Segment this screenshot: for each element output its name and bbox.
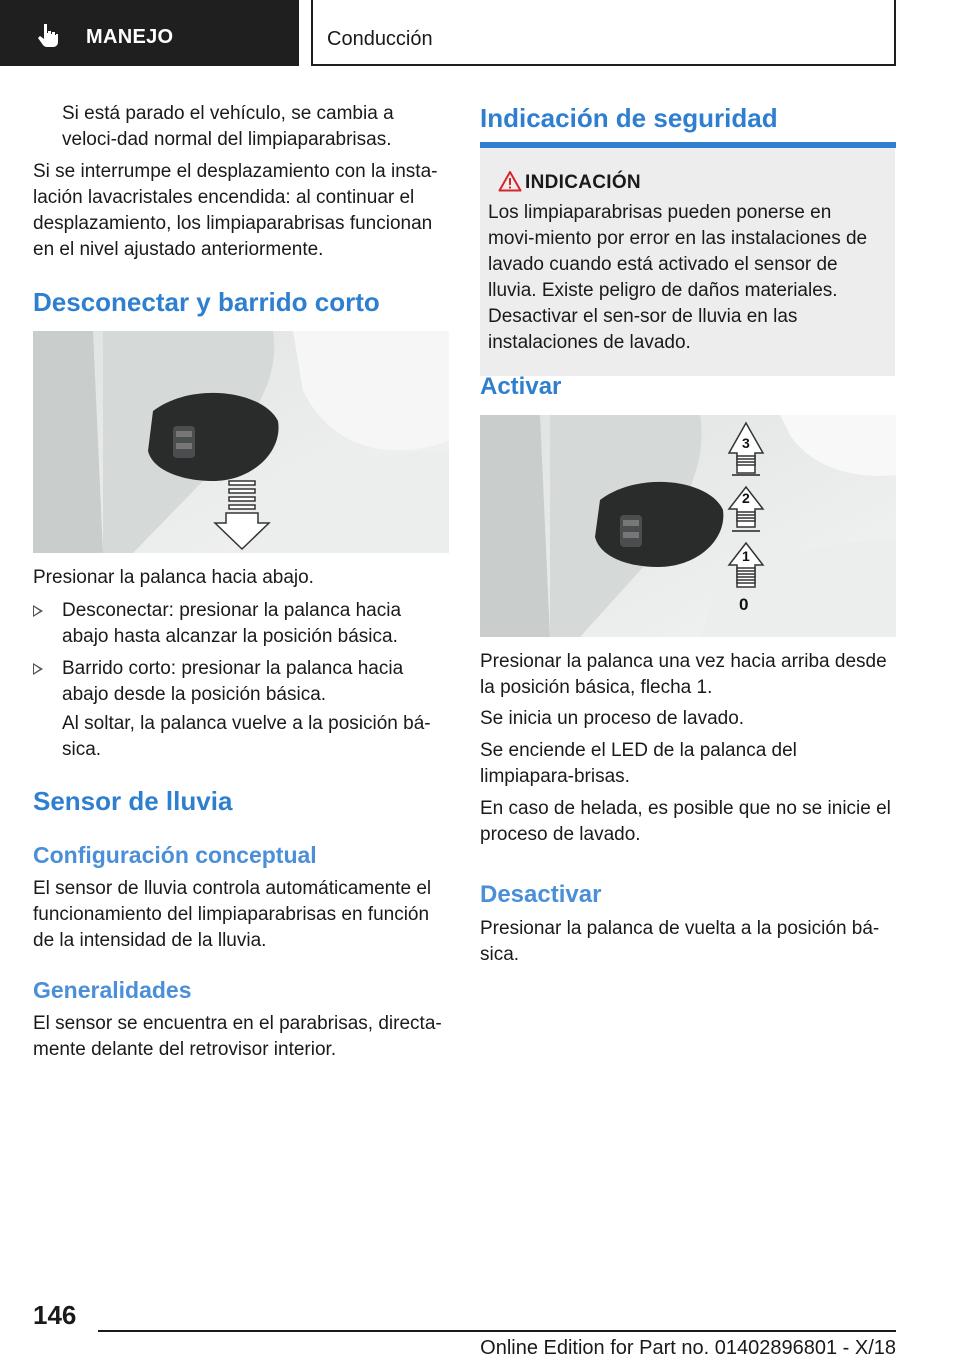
section-label: MANEJO — [86, 26, 174, 48]
intro-indent-paragraph: Si está parado el vehículo, se cambia a veloci-dad normal del limpiaparabrisas. — [62, 103, 394, 150]
heading-activar: Activar — [480, 373, 562, 400]
heading-config: Configuración conceptual — [33, 842, 317, 868]
activar-paragraph-4: En caso de helada, es posible que no se inicie el proceso de lavado. — [480, 798, 891, 845]
intro-paragraph: Si se interrumpe el desplazamiento con la insta-lación lavacristales encendida: al continuar el desplazamiento, los limpiaparabrisas funcionan en el nivel ajustado anteriormente. — [33, 161, 438, 260]
triangle-bullet-icon — [33, 663, 43, 675]
activar-paragraph-1: Presionar la palanca una vez hacia arriba desde la posición básica, flecha 1. — [480, 651, 887, 698]
activar-paragraph-3: Se enciende el LED de la palanca del limpiapara-brisas. — [480, 740, 797, 787]
chapter-box — [311, 0, 896, 66]
config-paragraph: El sensor de lluvia controla automáticamente el funcionamiento del limpiaparabrisas en función de la intensidad de la lluvia. — [33, 878, 432, 951]
lever-up-image — [480, 415, 896, 637]
bullet-note: Al soltar, la palanca vuelve a la posición bá-sica. — [62, 713, 431, 760]
general-paragraph: El sensor se encuentra en el parabrisas, directa-mente delante del retrovisor interior. — [33, 1013, 442, 1060]
heading-indicacion: Indicación de seguridad — [480, 103, 778, 133]
lever-down-image — [33, 331, 449, 553]
section-tab — [0, 0, 299, 66]
warning-triangle-icon — [498, 170, 522, 192]
heading-desactivar: Desactivar — [480, 881, 602, 908]
heading-desconectar: Desconectar y barrido corto — [33, 287, 380, 317]
desactivar-paragraph: Presionar la palanca de vuelta a la posición bá-sica. — [480, 918, 880, 965]
diagram-label: 3 — [742, 435, 750, 451]
footer-rule — [98, 1330, 896, 1332]
warning-title: INDICACIÓN — [525, 172, 641, 193]
hand-pointer-icon — [36, 22, 62, 48]
edition-text: Online Edition for Part no. 01402896801 - X/18 — [480, 1337, 896, 1359]
triangle-bullet-icon — [33, 605, 43, 617]
activar-paragraph-2: Se inicia un proceso de lavado. — [480, 708, 745, 729]
bullet-list — [33, 598, 449, 708]
lever-up-illustration — [480, 415, 896, 637]
diagram-label: 2 — [742, 490, 750, 506]
warning-header — [488, 170, 881, 200]
diagram-label: 1 — [742, 548, 750, 564]
lever-down-illustration — [33, 331, 449, 553]
press-down-text: Presionar la palanca hacia abajo. — [33, 567, 314, 588]
page-header — [0, 0, 960, 66]
warning-box — [480, 148, 895, 376]
list-item: Desconectar: presionar la palanca hacia abajo hasta alcanzar la posición básica. — [33, 598, 449, 650]
diagram-label: 0 — [739, 595, 749, 614]
warning-text: Los limpiaparabrisas pueden ponerse en movi-miento por error en las instalaciones de lavado cuando está activado el sensor de lluvia. Existe peligro de daños materiales. Desactivar el sen-sor de lluvia en las instalaciones de lavado. — [488, 202, 868, 353]
heading-general: Generalidades — [33, 977, 192, 1003]
page-number: 146 — [33, 1300, 77, 1330]
heading-sensor: Sensor de lluvia — [33, 786, 233, 816]
chapter-title: Conducción — [327, 28, 433, 50]
list-item: Barrido corto: presionar la palanca hacia abajo desde la posición básica. — [33, 656, 449, 708]
